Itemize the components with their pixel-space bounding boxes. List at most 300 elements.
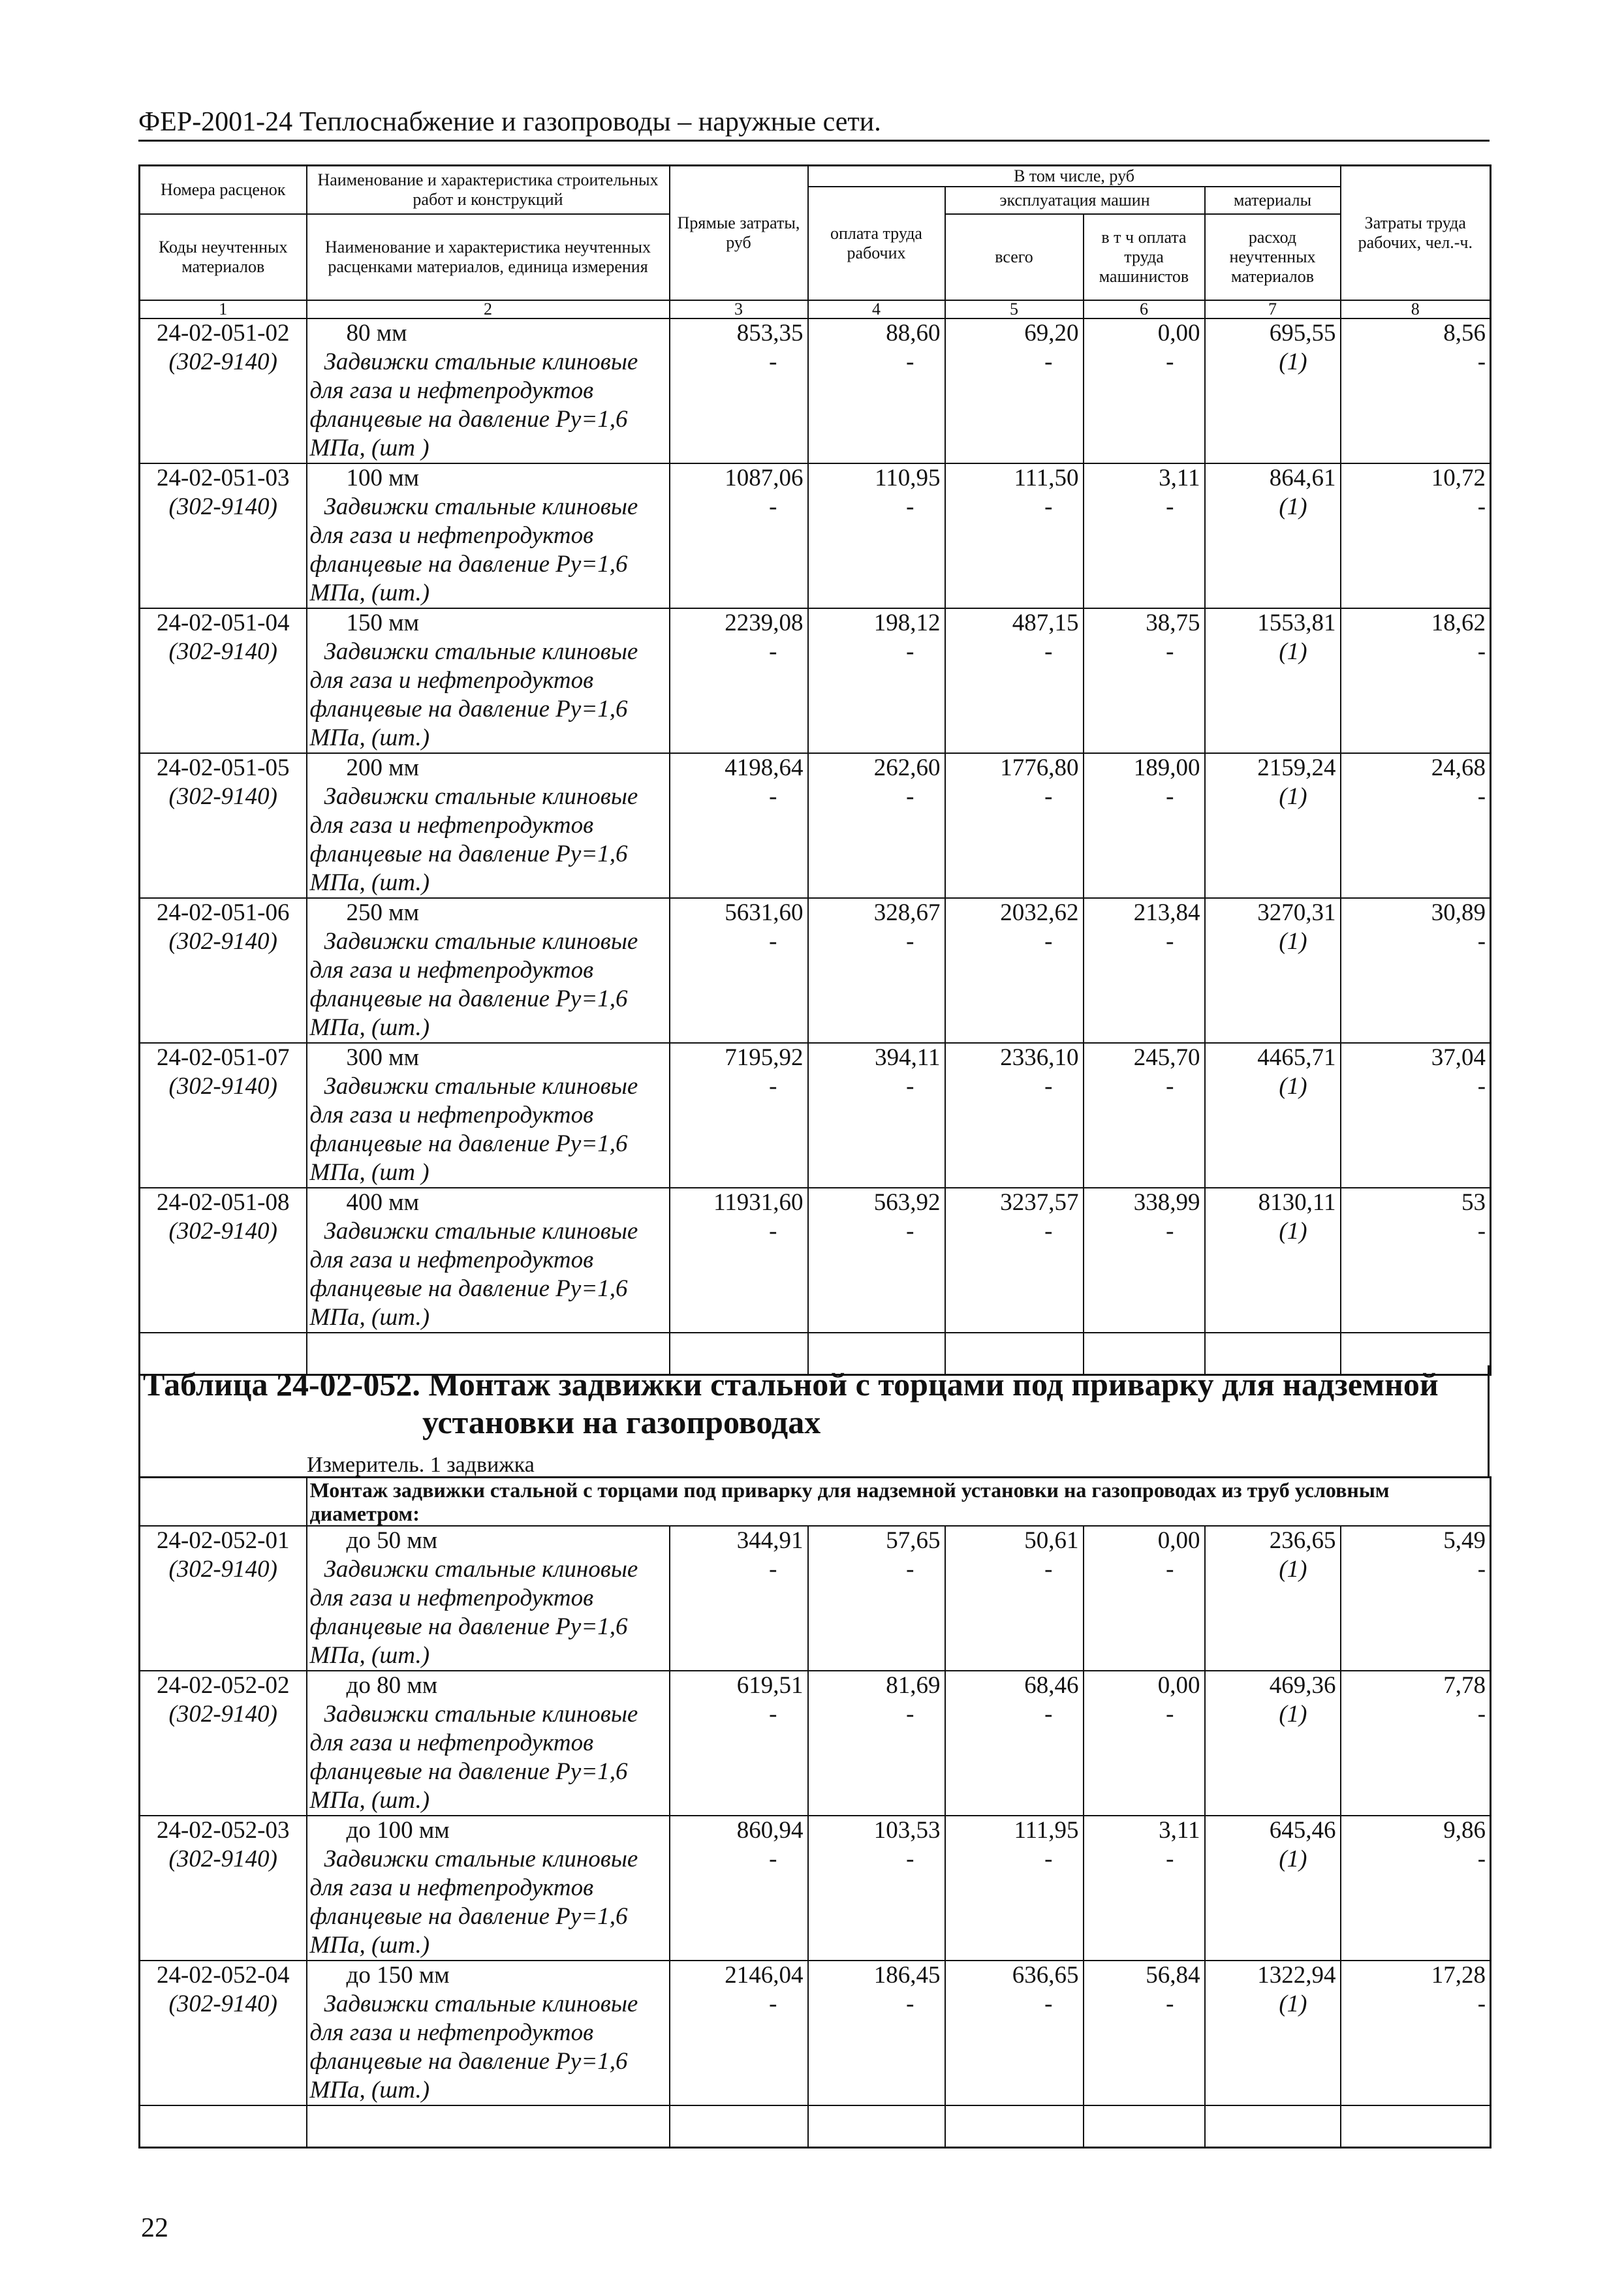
- value: 695,55: [1269, 320, 1336, 347]
- material-line: Задвижки стальные клиновые: [324, 1846, 638, 1872]
- value: 1776,80: [1000, 754, 1079, 781]
- material-ref: (1): [1279, 1556, 1307, 1583]
- material-line: для газа и нефтепродуктов: [309, 377, 594, 404]
- dash: -: [1477, 349, 1486, 375]
- rate-code-cell: [140, 1961, 307, 2105]
- material-description: [307, 348, 669, 463]
- value-cell-c8: [1341, 898, 1491, 1043]
- dash: -: [1166, 349, 1174, 375]
- value: 17,28: [1431, 1962, 1486, 1989]
- value-cell-c7: [1205, 1043, 1341, 1188]
- material-line: МПа, (шт.): [309, 1014, 430, 1041]
- value-cell-c3: [670, 1188, 808, 1333]
- dash: -: [906, 1701, 914, 1728]
- value: 3,11: [1159, 465, 1200, 491]
- dash: -: [1044, 928, 1053, 955]
- dash: -: [1166, 493, 1174, 520]
- material-line: МПа, (шт ): [309, 435, 429, 461]
- value-cell-c5: [945, 1043, 1084, 1188]
- header-worker-pay: оплата труда рабочих: [808, 187, 945, 300]
- material-description: [307, 1072, 669, 1187]
- rate-code-cell: [140, 1188, 307, 1333]
- material-line: для газа и нефтепродуктов: [309, 1730, 594, 1756]
- value: 7,78: [1443, 1672, 1486, 1699]
- material-line: МПа, (шт.): [309, 1932, 430, 1959]
- material-line: фланцевые на давление Ру=1,6: [309, 696, 628, 722]
- material-line: фланцевые на давление Ру=1,6: [309, 1903, 628, 1930]
- rate-code: 24-02-051-06: [157, 899, 290, 926]
- material-line: фланцевые на давление Ру=1,6: [309, 1613, 628, 1640]
- value: 50,61: [1024, 1527, 1079, 1554]
- material-line: для газа и нефтепродуктов: [309, 1102, 594, 1128]
- rate-code-cell: [140, 1671, 307, 1816]
- empty-cell: [1205, 2105, 1341, 2148]
- dash: -: [906, 1846, 914, 1872]
- value: 860,94: [736, 1817, 804, 1844]
- value-cell-c5: [945, 898, 1084, 1043]
- value-cell-c5: [945, 1526, 1084, 1671]
- table-row: [140, 1671, 1491, 1816]
- value-cell-c8: [1341, 1526, 1491, 1671]
- dash: -: [1166, 638, 1174, 665]
- pipe-diameter: 400 мм: [346, 1189, 420, 1216]
- value: 30,89: [1431, 899, 1486, 926]
- pipe-diameter: до 100 мм: [346, 1817, 450, 1844]
- value-cell-c5: [945, 1671, 1084, 1816]
- value: 37,04: [1431, 1044, 1486, 1071]
- value-cell-c5: [945, 1816, 1084, 1961]
- material-line: для газа и нефтепродуктов: [309, 2019, 594, 2046]
- dash: -: [1044, 1556, 1053, 1583]
- table-row: [140, 753, 1491, 898]
- table-row: [140, 608, 1491, 753]
- value-cell-c4: [808, 753, 945, 898]
- dash: -: [769, 1701, 777, 1728]
- value: 8130,11: [1258, 1189, 1336, 1216]
- value: 81,69: [886, 1672, 941, 1699]
- material-line: для газа и нефтепродуктов: [309, 1247, 594, 1273]
- value: 198,12: [873, 610, 941, 636]
- pipe-diameter: до 150 мм: [346, 1962, 450, 1989]
- value-cell-c5: [945, 318, 1084, 463]
- table-row: [140, 1188, 1491, 1333]
- material-line: Задвижки стальные клиновые: [324, 1073, 638, 1100]
- value: 0,00: [1157, 1672, 1200, 1699]
- material-line: фланцевые на давление Ру=1,6: [309, 985, 628, 1012]
- value-cell-c5: [945, 1961, 1084, 2105]
- material-description: [307, 1700, 669, 1815]
- value: 68,46: [1024, 1672, 1079, 1699]
- value-cell-c8: [1341, 1816, 1491, 1961]
- material-description: [307, 1217, 669, 1332]
- page-header: ФЕР-2001-24 Теплоснабжение и газопроводы – наружные сети.: [138, 106, 1490, 142]
- material-code: (302-9140): [168, 1701, 277, 1728]
- value-cell-c4: [808, 1526, 945, 1671]
- material-line: фланцевые на давление Ру=1,6: [309, 1130, 628, 1157]
- empty-cell: [307, 2105, 670, 2148]
- material-code: (302-9140): [168, 1846, 277, 1872]
- material-line: для газа и нефтепродуктов: [309, 1585, 594, 1611]
- dash: -: [1044, 1701, 1053, 1728]
- header-machines: эксплуатация машин: [945, 187, 1205, 214]
- pipe-diameter: 200 мм: [346, 754, 420, 781]
- value-cell-c8: [1341, 318, 1491, 463]
- value: 487,15: [1012, 610, 1079, 636]
- dash: -: [906, 1556, 914, 1583]
- value-cell-c7: [1205, 463, 1341, 608]
- value: 56,84: [1146, 1962, 1200, 1989]
- dash: -: [906, 928, 914, 955]
- material-line: для газа и нефтепродуктов: [309, 1874, 594, 1901]
- material-line: для газа и нефтепродуктов: [309, 812, 594, 839]
- table-row: [140, 318, 1491, 463]
- description-cell: [307, 1526, 670, 1671]
- value: 864,61: [1269, 465, 1336, 491]
- value-cell-c3: [670, 1043, 808, 1188]
- material-ref: (1): [1279, 1701, 1307, 1728]
- material-line: МПа, (шт.): [309, 1787, 430, 1814]
- value: 1553,81: [1257, 610, 1336, 636]
- material-code: (302-9140): [168, 783, 277, 810]
- value-cell-c7: [1205, 1188, 1341, 1333]
- header-machines-total: всего: [945, 214, 1084, 300]
- value-cell-c3: [670, 318, 808, 463]
- header-materials: материалы: [1205, 187, 1341, 214]
- value: 7195,92: [725, 1044, 804, 1071]
- dash: -: [769, 1846, 777, 1872]
- material-code: (302-9140): [168, 349, 277, 375]
- value-cell-c3: [670, 898, 808, 1043]
- pipe-diameter: до 50 мм: [346, 1527, 438, 1554]
- value-cell-c6: [1084, 318, 1205, 463]
- material-line: Задвижки стальные клиновые: [324, 783, 638, 810]
- value: 57,65: [886, 1527, 941, 1554]
- value: 2159,24: [1257, 754, 1336, 781]
- pipe-diameter: 250 мм: [346, 899, 420, 926]
- col-number: 8: [1341, 300, 1491, 318]
- value: 4465,71: [1257, 1044, 1336, 1071]
- material-ref: (1): [1279, 1991, 1307, 2017]
- value: 103,53: [873, 1817, 941, 1844]
- value: 645,46: [1269, 1817, 1336, 1844]
- value: 110,95: [875, 465, 941, 491]
- table-row: [140, 1816, 1491, 1961]
- rate-code: 24-02-052-02: [157, 1672, 290, 1699]
- value-cell-c7: [1205, 318, 1341, 463]
- value: 24,68: [1431, 754, 1486, 781]
- description-cell: [307, 608, 670, 753]
- col-number: 6: [1084, 300, 1205, 318]
- rate-code: 24-02-052-01: [157, 1527, 290, 1554]
- value: 3270,31: [1257, 899, 1336, 926]
- dash: -: [1477, 493, 1486, 520]
- material-line: МПа, (шт.): [309, 2077, 430, 2103]
- material-line: МПа, (шт.): [309, 580, 430, 606]
- material-ref: (1): [1279, 493, 1307, 520]
- dash: -: [1166, 1701, 1174, 1728]
- value-cell-c4: [808, 1961, 945, 2105]
- value-cell-c8: [1341, 1671, 1491, 1816]
- dash: -: [769, 1556, 777, 1583]
- rates-table-a-wrap: [138, 164, 1490, 1333]
- material-line: фланцевые на давление Ру=1,6: [309, 1758, 628, 1785]
- value-cell-c6: [1084, 1526, 1205, 1671]
- rate-code-cell: [140, 608, 307, 753]
- material-description: [307, 1555, 669, 1670]
- value: 5631,60: [725, 899, 804, 926]
- pipe-diameter: 80 мм: [346, 320, 407, 347]
- value-cell-c7: [1205, 898, 1341, 1043]
- value-cell-c8: [1341, 608, 1491, 753]
- empty-cell: [1341, 2105, 1491, 2148]
- value: 2336,10: [1000, 1044, 1079, 1071]
- rate-code: 24-02-052-03: [157, 1817, 290, 1844]
- pipe-diameter: 100 мм: [346, 465, 420, 491]
- rate-code: 24-02-051-04: [157, 610, 290, 636]
- value-cell-c4: [808, 318, 945, 463]
- value: 69,20: [1024, 320, 1079, 347]
- table-row: [140, 898, 1491, 1043]
- value: 0,00: [1157, 1527, 1200, 1554]
- dash: -: [906, 1991, 914, 2017]
- description-cell: [307, 1671, 670, 1816]
- col-number: 1: [140, 300, 307, 318]
- value-cell-c5: [945, 463, 1084, 608]
- dash: -: [769, 1073, 777, 1100]
- material-line: Задвижки стальные клиновые: [324, 493, 638, 520]
- dash: -: [1044, 783, 1053, 810]
- rate-code-cell: [140, 753, 307, 898]
- description-cell: [307, 1961, 670, 2105]
- dash: -: [1044, 349, 1053, 375]
- dash: -: [1477, 928, 1486, 955]
- material-code: (302-9140): [168, 1073, 277, 1100]
- material-line: фланцевые на давление Ру=1,6: [309, 551, 628, 578]
- value: 245,70: [1133, 1044, 1200, 1071]
- dash: -: [769, 638, 777, 665]
- value-cell-c3: [670, 753, 808, 898]
- value: 88,60: [886, 320, 941, 347]
- value-cell-c5: [945, 753, 1084, 898]
- material-line: для газа и нефтепродуктов: [309, 667, 594, 694]
- empty-cell: [140, 2105, 307, 2148]
- value: 3237,57: [1000, 1189, 1079, 1216]
- header-material-use: расход неучтенных материалов: [1205, 214, 1341, 300]
- dash: -: [1044, 493, 1053, 520]
- value-cell-c4: [808, 1043, 945, 1188]
- dash: -: [1166, 1073, 1174, 1100]
- material-line: Задвижки стальные клиновые: [324, 1218, 638, 1245]
- value: 38,75: [1146, 610, 1200, 636]
- header-in-total: В том числе, руб: [808, 166, 1341, 187]
- dash: -: [1477, 1218, 1486, 1245]
- value: 262,60: [873, 754, 941, 781]
- material-description: [307, 927, 669, 1042]
- dash: -: [769, 1991, 777, 2017]
- empty-cell: [945, 2105, 1084, 2148]
- material-line: фланцевые на давление Ру=1,6: [309, 406, 628, 433]
- dash: -: [906, 1073, 914, 1100]
- value-cell-c3: [670, 1816, 808, 1961]
- dash: -: [1166, 1991, 1174, 2017]
- value-cell-c7: [1205, 1961, 1341, 2105]
- material-description: [307, 638, 669, 752]
- value: 4198,64: [725, 754, 804, 781]
- material-line: МПа, (шт.): [309, 1304, 430, 1331]
- value-cell-c6: [1084, 898, 1205, 1043]
- table-title-line-2: установки на газопроводах: [422, 1404, 821, 1440]
- material-line: фланцевые на давление Ру=1,6: [309, 841, 628, 867]
- material-code: (302-9140): [168, 928, 277, 955]
- value: 328,67: [873, 899, 941, 926]
- dash: -: [1044, 1218, 1053, 1245]
- description-cell: [307, 318, 670, 463]
- description-cell: [307, 753, 670, 898]
- material-line: Задвижки стальные клиновые: [324, 928, 638, 955]
- rate-code: 24-02-051-02: [157, 320, 290, 347]
- material-ref: (1): [1279, 1218, 1307, 1245]
- material-line: Задвижки стальные клиновые: [324, 349, 638, 375]
- value-cell-c7: [1205, 1526, 1341, 1671]
- material-description: [307, 783, 669, 897]
- value-cell-c3: [670, 1671, 808, 1816]
- rate-code-cell: [140, 1526, 307, 1671]
- material-ref: (1): [1279, 638, 1307, 665]
- col-number: 7: [1205, 300, 1341, 318]
- value: 853,35: [736, 320, 804, 347]
- pipe-diameter: 150 мм: [346, 610, 420, 636]
- dash: -: [1166, 783, 1174, 810]
- value-cell-c6: [1084, 608, 1205, 753]
- col-number: 4: [808, 300, 945, 318]
- header-material-codes: Коды неучтенных материалов: [140, 214, 307, 300]
- value-cell-c8: [1341, 1043, 1491, 1188]
- description-cell: [307, 1188, 670, 1333]
- value-cell-c8: [1341, 1961, 1491, 2105]
- material-description: [307, 493, 669, 608]
- value: 0,00: [1157, 320, 1200, 347]
- material-line: Задвижки стальные клиновые: [324, 1701, 638, 1728]
- rate-code: 24-02-051-07: [157, 1044, 290, 1071]
- material-line: МПа, (шт.): [309, 1642, 430, 1669]
- table-row: [140, 463, 1491, 608]
- dash: -: [906, 493, 914, 520]
- value-cell-c5: [945, 1188, 1084, 1333]
- value: 5,49: [1443, 1527, 1486, 1554]
- page-number: 22: [141, 2213, 168, 2243]
- value-cell-c3: [670, 1526, 808, 1671]
- value-cell-c7: [1205, 1816, 1341, 1961]
- value: 3,11: [1159, 1817, 1200, 1844]
- value: 111,50: [1014, 465, 1079, 491]
- rate-code-cell: [140, 1043, 307, 1188]
- value: 53: [1461, 1189, 1486, 1216]
- material-ref: (1): [1279, 1073, 1307, 1100]
- value-cell-c7: [1205, 1671, 1341, 1816]
- material-description: [307, 1845, 669, 1960]
- pipe-diameter: 300 мм: [346, 1044, 420, 1071]
- dash: -: [769, 493, 777, 520]
- value: 338,99: [1133, 1189, 1200, 1216]
- measure-unit: Измеритель. 1 задвижка: [307, 1453, 535, 1477]
- value: 11931,60: [713, 1189, 804, 1216]
- value-cell-c6: [1084, 1961, 1205, 2105]
- header-work-name: Наименование и характеристика строительных работ и конструкций: [307, 166, 670, 215]
- empty-cell: [1084, 2105, 1205, 2148]
- dash: -: [1477, 1073, 1486, 1100]
- material-line: для газа и нефтепродуктов: [309, 957, 594, 984]
- value: 1322,94: [1257, 1962, 1336, 1989]
- value-cell-c6: [1084, 1043, 1205, 1188]
- header-codes-top: Номера расценок: [140, 166, 307, 215]
- value-cell-c4: [808, 1816, 945, 1961]
- value: 213,84: [1133, 899, 1200, 926]
- value-cell-c8: [1341, 463, 1491, 608]
- material-code: (302-9140): [168, 493, 277, 520]
- empty-cell: [808, 2105, 945, 2148]
- rates-table-b-wrap: [138, 1476, 1490, 2133]
- empty-cell: [670, 2105, 808, 2148]
- description-cell: [307, 898, 670, 1043]
- value: 10,72: [1431, 465, 1486, 491]
- material-line: МПа, (шт.): [309, 724, 430, 751]
- rate-code-cell: [140, 318, 307, 463]
- value-cell-c7: [1205, 608, 1341, 753]
- rates-table-a: [138, 164, 1491, 1376]
- rate-code-cell: [140, 898, 307, 1043]
- material-code: (302-9140): [168, 638, 277, 665]
- dash: -: [1044, 1846, 1053, 1872]
- value-cell-c7: [1205, 753, 1341, 898]
- dash: -: [1477, 1556, 1486, 1583]
- value: 189,00: [1133, 754, 1200, 781]
- table-row: [140, 1961, 1491, 2105]
- dash: -: [769, 783, 777, 810]
- dash: -: [1044, 638, 1053, 665]
- table-row: [140, 1526, 1491, 1671]
- col-number: 3: [670, 300, 808, 318]
- dash: -: [1477, 1846, 1486, 1872]
- value: 9,86: [1443, 1817, 1486, 1844]
- header-direct-costs: Прямые затраты, руб: [670, 166, 808, 301]
- material-ref: (1): [1279, 928, 1307, 955]
- value: 111,95: [1014, 1817, 1079, 1844]
- dash: -: [1477, 638, 1486, 665]
- material-line: для газа и нефтепродуктов: [309, 522, 594, 549]
- dash: -: [769, 349, 777, 375]
- value-cell-c4: [808, 608, 945, 753]
- dash: -: [1166, 1556, 1174, 1583]
- pipe-diameter: до 80 мм: [346, 1672, 438, 1699]
- value: 2239,08: [725, 610, 804, 636]
- dash: -: [1166, 928, 1174, 955]
- description-cell: [307, 1816, 670, 1961]
- value: 394,11: [875, 1044, 941, 1071]
- dash: -: [769, 1218, 777, 1245]
- material-line: фланцевые на давление Ру=1,6: [309, 2048, 628, 2075]
- section-heading: Монтаж задвижки стальной с торцами под приварку для надземной установки на газопроводах из труб условным диаметром:: [307, 1478, 1491, 1527]
- material-code: (302-9140): [168, 1218, 277, 1245]
- value: 344,91: [736, 1527, 804, 1554]
- dash: -: [1477, 1701, 1486, 1728]
- value: 469,36: [1269, 1672, 1336, 1699]
- value-cell-c8: [1341, 1188, 1491, 1333]
- material-line: МПа, (шт.): [309, 869, 430, 896]
- rate-code: 24-02-051-05: [157, 754, 290, 781]
- value-cell-c3: [670, 608, 808, 753]
- value-cell-c3: [670, 1961, 808, 2105]
- material-line: Задвижки стальные клиновые: [324, 1556, 638, 1583]
